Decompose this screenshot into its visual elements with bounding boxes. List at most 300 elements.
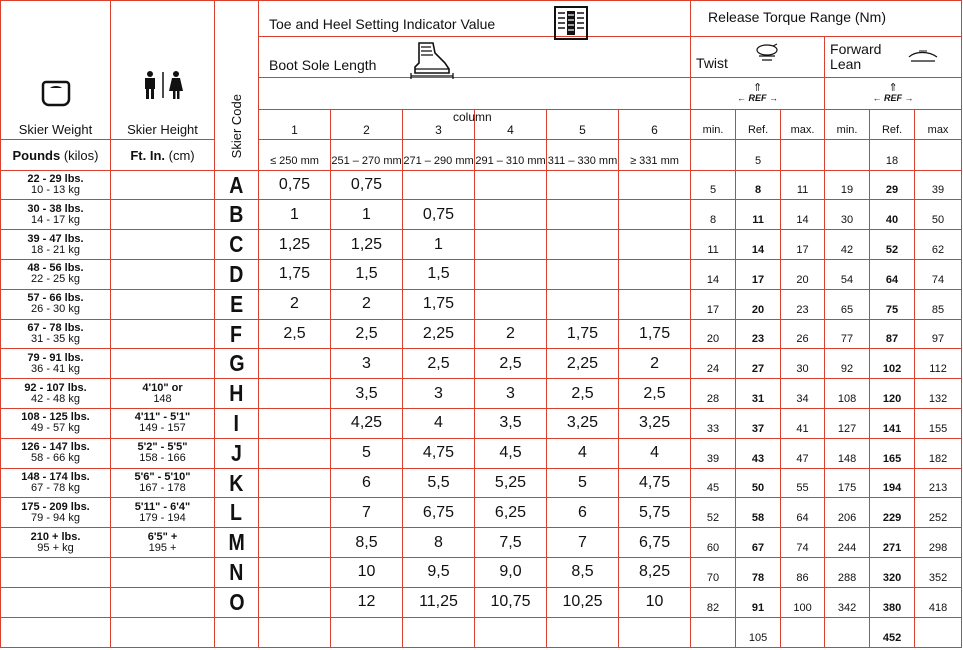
setting-value: 9,0 [475,558,547,588]
twist-min-label: min. [691,110,736,140]
twist-max-value: 41 [781,409,825,439]
twist-ref-value: 27 [736,349,781,379]
weight-kg: 26 - 30 kg [31,303,80,316]
kilos-label: (kilos) [63,147,99,163]
cm-label: (cm) [168,147,195,163]
skier-code-cell [215,289,259,319]
lean-ref-value: 102 [870,349,915,379]
setting-value: 1 [259,200,331,230]
weight-cell [1,260,111,290]
twist-ref-cell [691,77,825,109]
setting-value: 2,5 [475,349,547,379]
height-cm: 179 - 194 [139,511,186,524]
weight-kg: 14 - 17 kg [31,213,80,226]
twist-header [691,37,825,77]
skier-code-cell [215,170,259,200]
table-row [1,587,962,617]
twist-max-value: 14 [781,200,825,230]
setting-value: 2,5 [619,379,691,409]
table-row [1,617,962,647]
twist-ref-value: 14 [736,230,781,260]
twist-ref-value: 20 [736,289,781,319]
boot-sole-label: Boot Sole Length [269,56,377,73]
setting-value [475,170,547,200]
empty-cell [331,617,403,647]
setting-value: 5,75 [619,498,691,528]
skier-code-cell [215,498,259,528]
setting-value: 10 [619,587,691,617]
twist-min-value: 14 [691,260,736,290]
skier-code-cell [215,409,259,439]
lean-max-value: 112 [915,349,962,379]
twist-ref-value: 91 [736,587,781,617]
ft-in-label: Ft. In. [130,147,166,163]
skier-code: F [230,320,243,347]
sole-length: 251 – 270 mm [331,140,403,170]
weight-lbs: 210 + lbs. [30,530,81,543]
twist-max-top [781,140,825,170]
setting-value: 2,5 [331,319,403,349]
height-ft: 6'5" + [147,530,178,543]
lean-min-value: 54 [825,260,870,290]
setting-value [259,528,331,558]
twist-max-value: 26 [781,319,825,349]
setting-value: 8,25 [619,558,691,588]
setting-value: 10 [331,558,403,588]
lean-max-value: 418 [915,587,962,617]
release-torque-header [691,1,962,37]
skier-code: A [229,171,244,198]
lean-max-label: max [915,110,962,140]
empty-cell [1,617,111,647]
skier-code: I [233,409,240,436]
setting-value: 12 [331,587,403,617]
setting-value: 4,5 [475,438,547,468]
twist-ref-value: 37 [736,409,781,439]
setting-value: 2 [331,289,403,319]
setting-value: 7 [547,528,619,558]
twist-max-value: 23 [781,289,825,319]
lean-ref-cell [825,77,962,109]
lean-min-value: 127 [825,409,870,439]
setting-value: 1,25 [259,230,331,260]
setting-value: 6,25 [475,498,547,528]
weight-lbs: 126 - 147 lbs. [21,441,90,454]
boot-icon [409,39,455,82]
setting-value: 1,75 [619,319,691,349]
setting-value: 1 [403,230,475,260]
empty-cell [547,617,619,647]
weight-cell [1,587,111,617]
lean-max-value: 155 [915,409,962,439]
setting-value: 11,25 [403,587,475,617]
height-cell [111,379,215,409]
skier-code-cell [215,379,259,409]
skier-code-cell [215,319,259,349]
twist-ref-value: 17 [736,260,781,290]
skier-code: L [230,499,243,526]
table-row [1,260,962,290]
column-number [403,110,492,140]
setting-value [619,260,691,290]
lean-min-value: 92 [825,349,870,379]
lean-ref-value: 320 [870,558,915,588]
twist-min-value: 28 [691,379,736,409]
setting-value [259,558,331,588]
height-cell [111,528,215,558]
lean-max-top [915,140,962,170]
empty-cell [781,617,825,647]
height-cell [111,558,215,588]
twist-min-value: 52 [691,498,736,528]
height-cell [111,349,215,379]
skier-code-cell [215,528,259,558]
setting-value: 3,25 [547,409,619,439]
twist-max-value: 34 [781,379,825,409]
twist-min-value: 82 [691,587,736,617]
setting-value [259,468,331,498]
setting-value: 1,5 [331,260,403,290]
weight-cell [1,528,111,558]
column-number: 6 [619,110,691,140]
table-row [1,349,962,379]
twist-max-value: 55 [781,468,825,498]
twist-min-value: 11 [691,230,736,260]
table-row [1,558,962,588]
twist-ref-value: 78 [736,558,781,588]
setting-value: 3 [475,379,547,409]
twist-min-value: 45 [691,468,736,498]
height-cell [111,289,215,319]
table-row [1,409,962,439]
table-row [1,379,962,409]
setting-value: 2 [619,349,691,379]
weight-cell [1,319,111,349]
twist-ref-value: 43 [736,438,781,468]
sole-length: 311 – 330 mm [547,140,619,170]
toe-heel-label: Toe and Heel Setting Indicator Value [269,16,496,33]
table-row [1,319,962,349]
skier-code-cell [215,260,259,290]
lean-ref-arrows-icon: ⇑ ← REF → [872,82,914,104]
height-ft: 5'2" - 5'5" [137,441,188,454]
lean-min-value: 288 [825,558,870,588]
setting-value: 1,5 [403,260,475,290]
skier-code-header [215,1,259,171]
weight-kg: 31 - 35 kg [31,333,80,346]
weight-lbs: 148 - 174 lbs. [21,471,90,484]
people-height-icon [138,70,188,100]
table-row [1,289,962,319]
setting-value [259,498,331,528]
setting-value: 7 [331,498,403,528]
skier-code-cell [215,438,259,468]
pounds-label: Pounds [12,147,61,163]
skier-code: M [228,529,245,556]
weight-cell [1,200,111,230]
twist-ref-value: 58 [736,498,781,528]
weight-kg: 10 - 13 kg [31,184,80,197]
empty-cell [215,617,259,647]
column-number: 5 [547,110,619,140]
twist-min-value: 70 [691,558,736,588]
setting-value: 5,25 [475,468,547,498]
lean-min-value: 244 [825,528,870,558]
lean-min-value: 30 [825,200,870,230]
skier-code: B [229,201,244,228]
skier-weight-header [1,1,111,140]
setting-value: 2,25 [403,319,475,349]
setting-value: 10,25 [547,587,619,617]
skier-code: J [231,439,242,466]
weight-lbs: 175 - 209 lbs. [21,500,90,513]
skier-code: E [229,290,244,317]
forward-lean-header [825,37,962,77]
setting-value [259,587,331,617]
weight-cell [1,230,111,260]
weight-lbs: 48 - 56 lbs. [27,262,84,275]
twist-label: Twist [696,55,728,72]
setting-value: 0,75 [403,200,475,230]
setting-value: 1 [331,200,403,230]
twist-ski-icon [753,42,781,65]
empty-cell [403,617,475,647]
setting-value: 2,5 [403,349,475,379]
lean-min-value: 108 [825,379,870,409]
lean-max-value: 132 [915,379,962,409]
lean-ref-value: 380 [870,587,915,617]
skier-code-cell [215,587,259,617]
setting-value [259,349,331,379]
weight-cell [1,468,111,498]
height-cm: 158 - 166 [139,452,186,465]
skier-height-header [111,1,215,140]
setting-value: 4 [619,438,691,468]
lean-max-value: 85 [915,289,962,319]
skier-code-cell [215,230,259,260]
weight-kg: 95 + kg [37,541,74,554]
sole-length: 291 – 310 mm [475,140,547,170]
forward-lean-label-1: Forward [830,41,882,58]
lean-min-value: 206 [825,498,870,528]
weight-cell [1,438,111,468]
weight-kg: 79 - 94 kg [31,511,80,524]
setting-value [619,170,691,200]
lean-ref-value: 52 [870,230,915,260]
boot-sole-spacer [259,77,691,109]
setting-value: 8 [403,528,475,558]
setting-value: 1,25 [331,230,403,260]
skier-code-cell [215,349,259,379]
setting-value: 2,25 [547,349,619,379]
lean-ref-value: 165 [870,438,915,468]
skier-code-cell [215,200,259,230]
skier-code: C [229,231,244,258]
skier-weight-label: Skier Weight [18,122,93,138]
weight-kg: 36 - 41 kg [31,362,80,375]
height-cell [111,409,215,439]
lean-ref-value: 141 [870,409,915,439]
lean-ref-value: 29 [870,170,915,200]
lean-min-value: 42 [825,230,870,260]
setting-value: 6 [331,468,403,498]
twist-ref-value: 31 [736,379,781,409]
twist-max-value: 47 [781,438,825,468]
lean-ref-value: 120 [870,379,915,409]
skier-code-cell [215,558,259,588]
skier-code-cell [215,468,259,498]
setting-value: 8,5 [331,528,403,558]
setting-value: 4,75 [403,438,475,468]
empty-cell [619,617,691,647]
setting-value: 6 [547,498,619,528]
twist-max-value: 100 [781,587,825,617]
setting-value: 1,75 [547,319,619,349]
weight-cell [1,379,111,409]
table-row [1,498,962,528]
weight-cell [1,289,111,319]
twist-max-value: 30 [781,349,825,379]
height-cell [111,260,215,290]
empty-cell [475,617,547,647]
lean-ref-value: 229 [870,498,915,528]
lean-max-value: 252 [915,498,962,528]
height-cell [111,468,215,498]
setting-value [475,260,547,290]
empty-cell [915,617,962,647]
setting-value: 2,5 [259,319,331,349]
setting-value: 3 [403,379,475,409]
setting-value: 5,5 [403,468,475,498]
lean-ref-value: 87 [870,319,915,349]
twist-ref-bottom: 105 [736,617,781,647]
twist-ref-value: 11 [736,200,781,230]
twist-ref-value: 8 [736,170,781,200]
table-row [1,468,962,498]
twist-max-value: 64 [781,498,825,528]
setting-value [619,230,691,260]
setting-value: 5 [547,468,619,498]
boot-sole-header [259,37,691,77]
skier-code: N [229,558,244,585]
weight-lbs: 92 - 107 lbs. [24,381,87,394]
setting-value: 7,5 [475,528,547,558]
lean-min-value: 65 [825,289,870,319]
twist-ref-value: 23 [736,319,781,349]
lean-max-value: 97 [915,319,962,349]
column-number: 1 [259,110,331,140]
twist-max-value: 17 [781,230,825,260]
setting-value: 1,75 [403,289,475,319]
ft-cm-header [111,140,215,170]
setting-value [619,200,691,230]
skier-code: G [228,350,245,377]
twist-min-value: 20 [691,319,736,349]
height-ft: 5'6" - 5'10" [134,471,191,484]
sole-length: ≥ 331 mm [619,140,691,170]
setting-value: 9,5 [403,558,475,588]
lean-ref-value: 194 [870,468,915,498]
weight-kg: 22 - 25 kg [31,273,80,286]
lean-max-value: 39 [915,170,962,200]
height-cell [111,587,215,617]
setting-value: 2 [475,319,547,349]
twist-ref-value: 67 [736,528,781,558]
weight-cell [1,170,111,200]
scale-icon [41,78,71,108]
weight-kg: 58 - 66 kg [31,452,80,465]
lean-ref-top: 18 [870,140,915,170]
height-cm: 167 - 178 [139,482,186,495]
setting-value: 10,75 [475,587,547,617]
twist-min-value: 60 [691,528,736,558]
twist-min-value: 8 [691,200,736,230]
weight-lbs: 67 - 78 lbs. [27,322,84,335]
sole-length: 271 – 290 mm [403,140,475,170]
height-cell [111,230,215,260]
twist-ref-top: 5 [736,140,781,170]
setting-value: 4 [547,438,619,468]
twist-min-top [691,140,736,170]
setting-value: 3 [331,349,403,379]
lean-ski-icon [907,47,939,70]
lean-max-value: 213 [915,468,962,498]
empty-cell [691,617,736,647]
weight-kg: 49 - 57 kg [31,422,80,435]
setting-value [619,289,691,319]
twist-min-value: 39 [691,438,736,468]
lean-min-value: 148 [825,438,870,468]
twist-ref-arrows-icon: ⇑ ← REF → [737,82,779,104]
lean-ref-value: 271 [870,528,915,558]
setting-value: 4 [403,409,475,439]
setting-value: 3,5 [331,379,403,409]
pounds-kilos-header [1,140,111,170]
lean-min-top [825,140,870,170]
weight-cell [1,409,111,439]
setting-value [475,289,547,319]
setting-value [259,438,331,468]
setting-value [547,260,619,290]
setting-value [475,200,547,230]
setting-value [547,289,619,319]
setting-value: 0,75 [259,170,331,200]
weight-lbs: 39 - 47 lbs. [27,232,84,245]
table-row [1,170,962,200]
twist-max-value: 11 [781,170,825,200]
skier-height-label: Skier Height [127,122,198,138]
lean-max-value: 74 [915,260,962,290]
lean-ref-label: Ref. [870,110,915,140]
twist-max-value: 86 [781,558,825,588]
setting-value: 2,5 [547,379,619,409]
height-cell [111,438,215,468]
twist-min-value: 33 [691,409,736,439]
lean-ref-value: 40 [870,200,915,230]
twist-ref-label: Ref. [736,110,781,140]
setting-value [259,409,331,439]
lean-max-value: 352 [915,558,962,588]
setting-value [547,230,619,260]
setting-value: 8,5 [547,558,619,588]
table-row [1,200,962,230]
column-number: 2 [331,110,403,140]
empty-cell [111,617,215,647]
weight-lbs: 57 - 66 lbs. [27,292,84,305]
twist-max-label: max. [781,110,825,140]
height-cm: 149 - 157 [139,422,186,435]
lean-max-value: 50 [915,200,962,230]
